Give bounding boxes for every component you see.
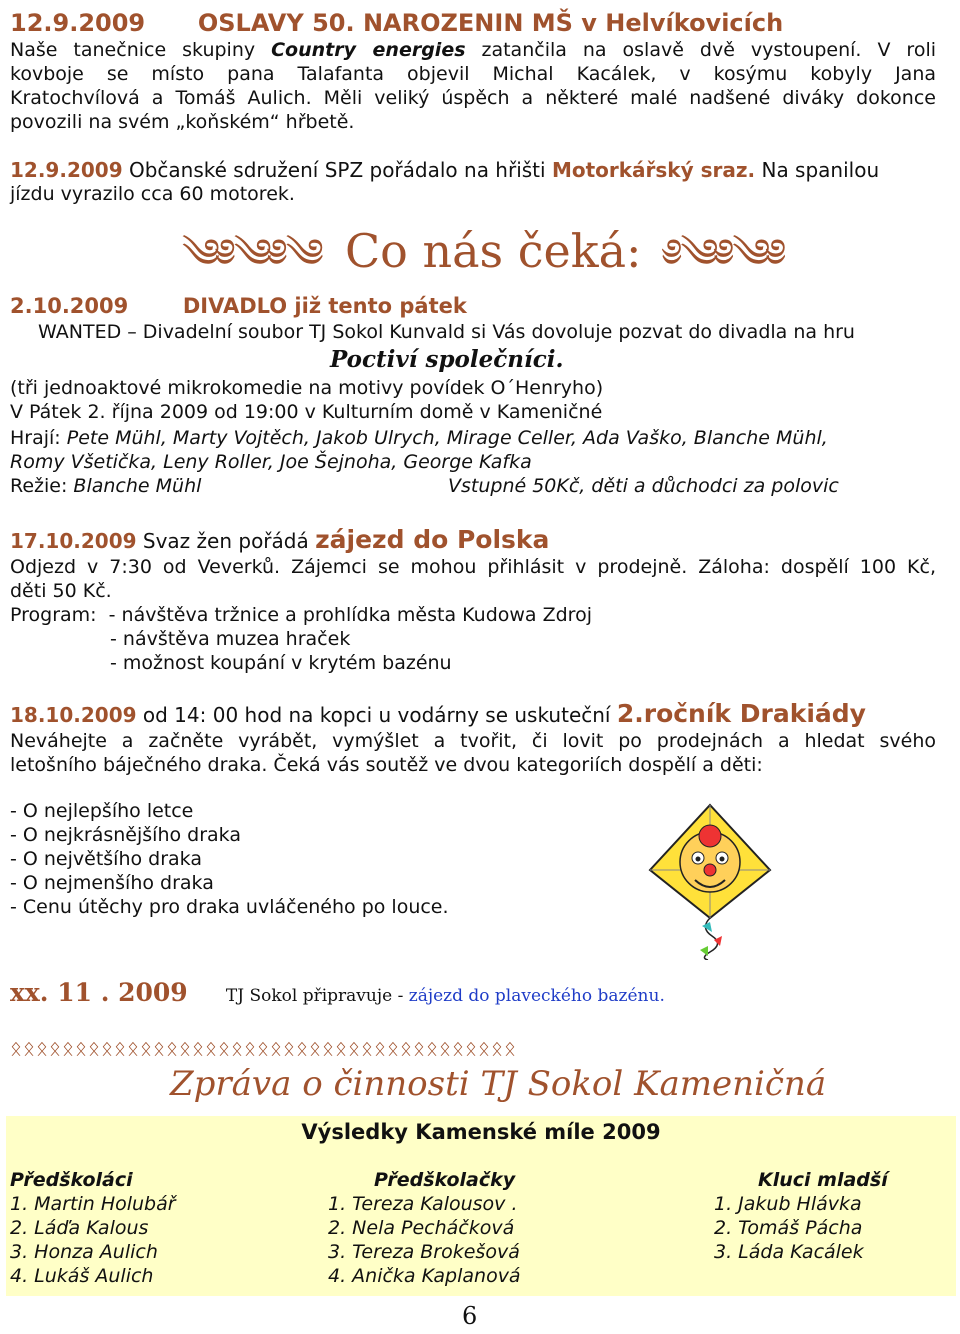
list-item: 1. Jakub Hlávka bbox=[714, 1193, 862, 1215]
director-line: Režie: Blanche Mühl Vstupné 50Kč, děti a důchodci za polovic bbox=[10, 475, 839, 497]
list-item: 1. Martin Holubář bbox=[10, 1193, 176, 1215]
column-header: Předškoláci bbox=[10, 1169, 133, 1191]
column-predskolacky bbox=[328, 1168, 521, 1288]
oslavy-line-2: kovboje se místo pana Talafanta objevil Michal Kacálek, v kosýmu kobyly Jana bbox=[10, 63, 936, 85]
polsko-date: 17.10.2009 bbox=[10, 529, 137, 553]
column-header: Předškolačky bbox=[374, 1169, 516, 1191]
section-bazen: xx. 11 . 2009 TJ Sokol připravuje - zájezd do plaveckého bazénu. bbox=[10, 978, 665, 1007]
results-title: Výsledky Kamenské míle 2009 bbox=[301, 1120, 661, 1144]
divadlo-line-3: V Pátek 2. října 2009 od 19:00 v Kulturním domě v Kameničné bbox=[10, 401, 603, 423]
column-predskolaci bbox=[10, 1168, 176, 1288]
upcoming-title: Co nás čeká: bbox=[344, 224, 642, 278]
divadlo-line-1: WANTED – Divadelní soubor TJ Sokol Kunvald si Vás dovoluje pozvat do divadla na hru bbox=[38, 321, 855, 343]
oslavy-line-4: povozili na svém „koňském“ hřbetě. bbox=[10, 111, 355, 133]
entry-fee: Vstupné 50Kč, děti a důchodci za polovic bbox=[448, 475, 839, 497]
list-item: 3. Tereza Brokešová bbox=[328, 1241, 520, 1263]
motorky-highlight: Motorkářský sraz. bbox=[551, 158, 756, 182]
program-line-2: - návštěva muzea hraček bbox=[110, 628, 351, 650]
divadlo-date: 2.10.2009 bbox=[10, 294, 129, 318]
program-line-3: - možnost koupání v krytém bazénu bbox=[110, 652, 452, 674]
motorky-date: 12.9.2009 bbox=[10, 158, 123, 182]
divadlo-line-2: (tři jednoaktové mikrokomedie na motivy povídek O´Henryho) bbox=[10, 377, 604, 399]
bazen-date: xx. 11 . 2009 bbox=[10, 978, 188, 1007]
category-5: - Cenu útěchy pro draka uvláčeného po louce. bbox=[10, 896, 449, 918]
ornament-right-icon: ༅༄༅༄༅ bbox=[664, 231, 785, 277]
ornamental-divider: ᛟᛟᛟᛟᛟᛟᛟᛟᛟᛟᛟᛟᛟᛟᛟᛟᛟᛟᛟᛟᛟᛟᛟᛟᛟᛟᛟᛟᛟᛟᛟᛟᛟᛟᛟᛟᛟᛟᛟ bbox=[10, 1036, 517, 1060]
section-polsko: 17.10.2009 Svaz žen pořádá zájezd do Polska Odjezd v 7:30 od Veverků. Zájemci se mohou přihlásit v prodejně. Záloha: dospělí 100 Kč, děti 50 Kč. Program: - návštěva tržnice a prohlídka města Kudowa Zdroj - návštěva muzea hraček - možnost koupání v krytém bazénu bbox=[10, 525, 936, 674]
bazen-highlight: zájezd do plaveckého bazénu. bbox=[408, 986, 665, 1006]
list-item: 3. Honza Aulich bbox=[10, 1241, 158, 1263]
list-item: 4. Lukáš Aulich bbox=[10, 1265, 154, 1287]
polsko-highlight: zájezd do Polska bbox=[315, 525, 550, 554]
oslavy-date: 12.9.2009 bbox=[10, 9, 146, 37]
section-oslavy bbox=[10, 8, 940, 134]
list-item: 2. Láďa Kalous bbox=[10, 1217, 149, 1239]
cast-line-2: Romy Všetička, Leny Roller, Joe Šejnoha, George Kafka bbox=[10, 451, 532, 473]
oslavy-line-3: Kratochvílová a Tomáš Aulich. Měli veliký úspěch a některé malé nadšené diváky dokonce bbox=[10, 87, 936, 109]
section-drakiada: 18.10.2009 od 14: 00 hod na kopci u vodárny se uskuteční 2.ročník Drakiády Neváhejte a začněte vyrábět, vymýšlet a tvořit, či lovit po prodejnách a hledat svého letošního báječného draka. Čeká vás soutěž ve dvou kategoriích dospělí a děti: - O nejlepšího letce - O nejkrásnějšího draka - O největšího draka - O nejmenšího draka - Cenu útěchy pro draka uvláčeného po louce. bbox=[10, 699, 936, 918]
ornament-left-icon: ༄༅༄༅༄ bbox=[181, 231, 322, 277]
oslavy-title: OSLAVY 50. NAROZENIN MŠ v Helvíkovicích bbox=[197, 9, 784, 37]
results-table bbox=[6, 1116, 956, 1296]
divadlo-title: DIVADLO již tento pátek bbox=[182, 294, 467, 318]
play-title: Poctiví společníci. bbox=[330, 346, 564, 373]
column-kluci-mladsi bbox=[714, 1168, 888, 1264]
list-item: 2. Nela Pecháčková bbox=[328, 1217, 515, 1239]
polsko-line-1: Odjezd v 7:30 od Veverků. Zájemci se mohou přihlásit v prodejně. Záloha: dospělí 100 Kč, bbox=[10, 556, 936, 578]
cast-line-1: Hrají: Pete Mühl, Marty Vojtěch, Jakob Ulrych, Mirage Celler, Ada Vaško, Blanche Mühl, bbox=[10, 427, 828, 449]
list-item: 2. Tomáš Pácha bbox=[714, 1217, 863, 1239]
drakiada-line-2: letošního báječného draka. Čeká vás soutěž ve dvou kategoriích dospělí a děti: bbox=[10, 754, 763, 776]
list-item: 1. Tereza Kalousov . bbox=[328, 1193, 518, 1215]
drakiada-line-1: Neváhejte a začněte vyrábět, vymýšlet a tvořit, či lovit po prodejnách a hledat svého bbox=[10, 730, 936, 752]
drakiada-highlight: 2.ročník Drakiády bbox=[616, 699, 866, 728]
list-item: 4. Anička Kaplanová bbox=[328, 1265, 521, 1287]
report-title: Zpráva o činnosti TJ Sokol Kameničná bbox=[170, 1064, 827, 1104]
category-3: - O největšího draka bbox=[10, 848, 202, 870]
category-1: - O nejlepšího letce bbox=[10, 800, 194, 822]
section-motorky: 12.9.2009 Občanské sdružení SPZ pořádalo na hřišti Motorkářský sraz. Na spanilou jízdu vyrazilo cca 60 motorek. bbox=[10, 158, 880, 205]
category-2: - O nejkrásnějšího draka bbox=[10, 824, 241, 846]
column-header: Kluci mladší bbox=[758, 1169, 888, 1191]
program-line-1: Program: - návštěva tržnice a prohlídka města Kudowa Zdroj bbox=[10, 604, 592, 626]
drakiada-date: 18.10.2009 bbox=[10, 703, 137, 727]
list-item: 3. Láda Kacálek bbox=[714, 1241, 864, 1263]
polsko-line-2: děti 50 Kč. bbox=[10, 580, 112, 602]
section-divadlo bbox=[10, 292, 855, 498]
page-number: 6 bbox=[462, 1302, 478, 1330]
motorky-line-2: jízdu vyrazilo cca 60 motorek. bbox=[10, 183, 295, 205]
oslavy-line-1: Naše tanečnice skupiny Country energies zatančila na oslavě dvě vystoupení. V roli bbox=[10, 39, 936, 61]
category-4: - O nejmenšího draka bbox=[10, 872, 214, 894]
kite-illustration bbox=[640, 800, 780, 960]
